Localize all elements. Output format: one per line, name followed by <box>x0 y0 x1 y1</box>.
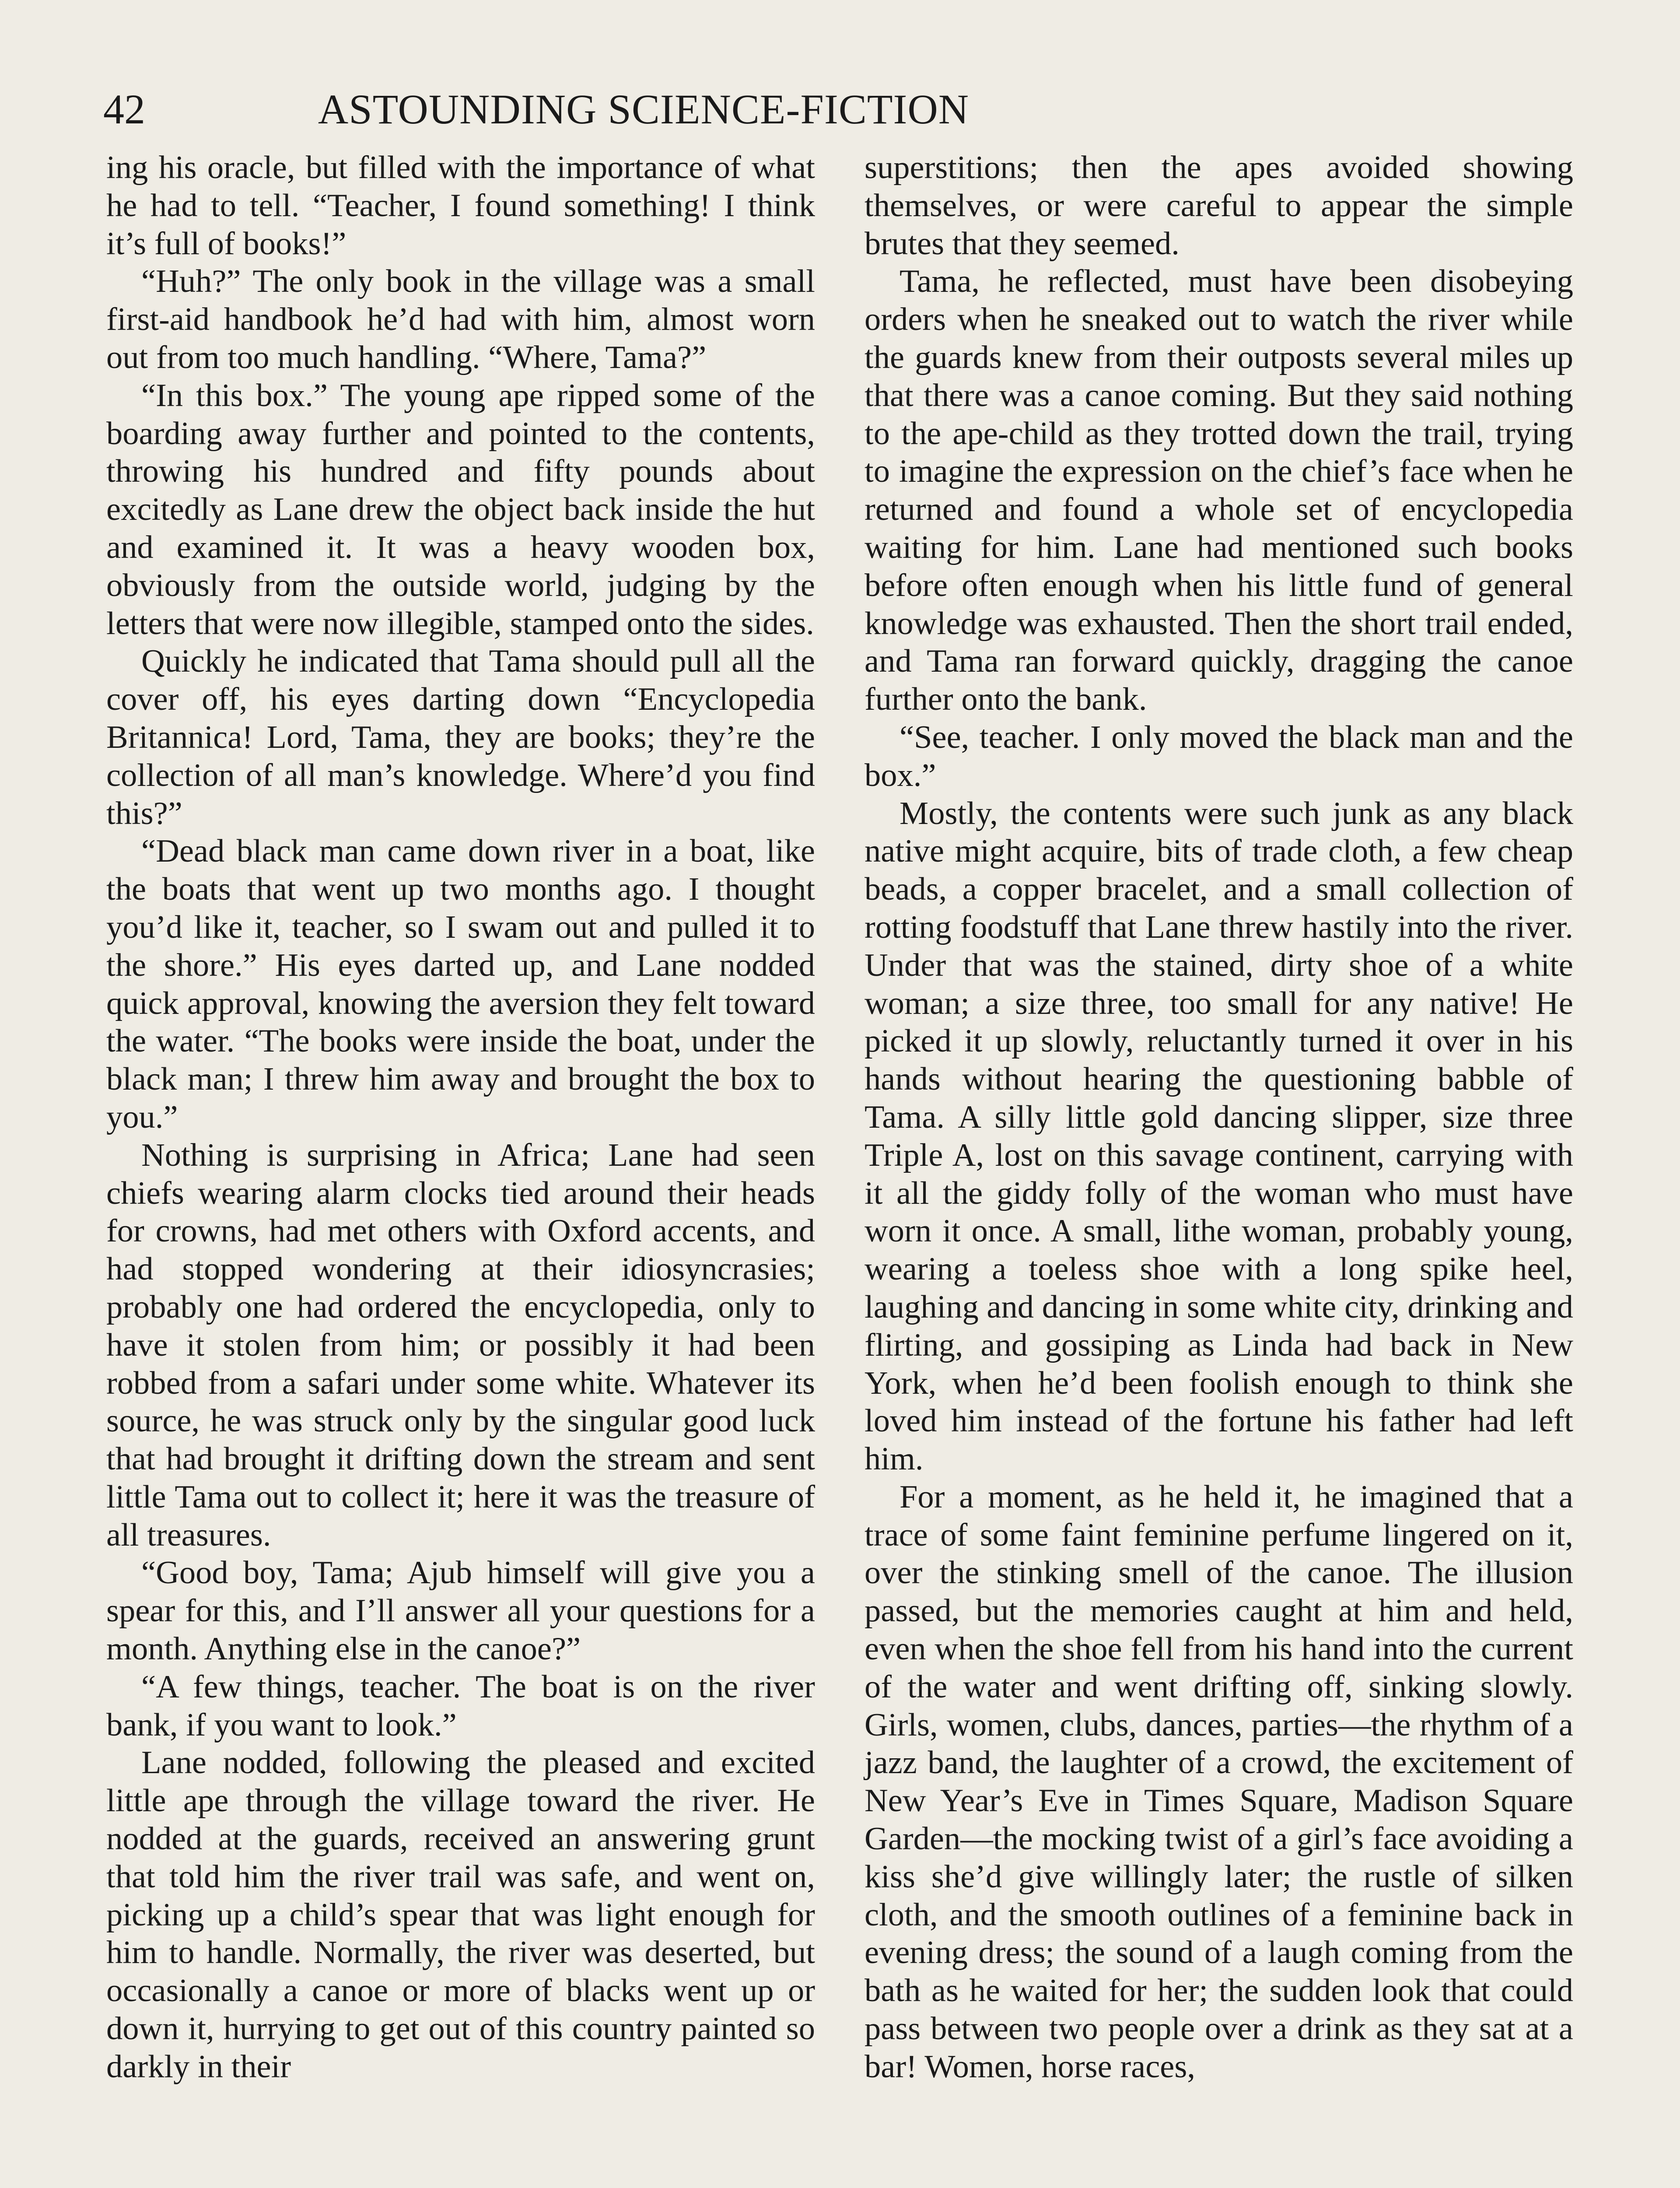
paragraph: “Good boy, Tama; Ajub himself will give you a spear for this, and I’ll answer all your questions for a month. Anything else in the canoe?” <box>106 1555 815 1667</box>
paragraph: Tama, he reflected, must have been disobeying orders when he sneaked out to watch the river while the guards knew from their outposts several miles up that there was a canoe coming. But they said nothing to the ape-child as they trotted down the trail, trying to imagine the expression on the chief’s face when he returned and found a whole set of encyclopedia waiting for him. Lane had mentioned such books before often enough when his little fund of general knowledge was exhausted. Then the short trail ended, and Tama ran forward quickly, dragging the canoe further onto the bank. <box>864 263 1573 718</box>
paragraph: Quickly he indicated that Tama should pull all the cover off, his eyes darting down “Encyclopedia Britannica! Lord, Tama, they are books; they’re the collection of all man’s knowledge. Where’d you find this?” <box>106 643 815 831</box>
paragraph: superstitions; then the apes avoided showing themselves, or were careful to appear the simple brutes that they seemed. <box>864 150 1573 262</box>
paragraph: “In this box.” The young ape ripped some of the boarding away further and pointed to the contents, throwing his hundred and fifty pounds about excitedly as Lane drew the object back inside the hut and examined it. It was a heavy wooden box, obviously from the outside world, judging by the letters that were now illegible, stamped onto the sides. <box>106 377 815 642</box>
paragraph: “See, teacher. I only moved the black man and the box.” <box>864 719 1573 793</box>
paragraph: “A few things, teacher. The boat is on the river bank, if you want to look.” <box>106 1669 815 1743</box>
paragraph: Mostly, the contents were such junk as any black native might acquire, bits of trade cloth, a few cheap beads, a copper bracelet, and a small collection of rotting foodstuff that Lane threw hastily into the river. Under that was the stained, dirty shoe of a white woman; a size three, too small for any native! He picked it up slowly, reluctantly turned it over in his hands without hearing the questioning babble of Tama. A silly little gold dancing slipper, size three Triple A, lost on this savage continent, carrying with it all the giddy folly of the woman who must have worn it once. A small, lithe woman, probably young, wearing a toeless shoe with a long spike heel, laughing and dancing in some white city, drinking and flirting, and gossiping as Linda had back in New York, when he’d been foolish enough to think she loved him instead of the fortune his father had left him. <box>864 795 1573 1477</box>
paragraph: Lane nodded, following the pleased and excited little ape through the village toward the river. He nodded at the guards, received an answering grunt that told him the river trail was safe, and went on, picking up a child’s spear that was light enough for him to handle. Normally, the river was deserted, but occasionally a canoe or more of blacks went up or down it, hurrying to get out of this country painted so darkly in their <box>106 1745 815 2085</box>
paragraph: For a moment, as he held it, he imagined that a trace of some faint feminine perfume lingered on it, over the stinking smell of the canoe. The illusion passed, but the memories caught at him and held, even when the shoe fell from his hand into the current of the water and went drifting off, sinking slowly. Girls, women, clubs, dances, parties—the rhythm of a jazz band, the laughter of a crowd, the excitement of New Year’s Eve in Times Square, Madison Square Garden—the mocking twist of a girl’s face avoiding a kiss she’d give willingly later; the rustle of silken cloth, and the smooth outlines of a feminine back in evening dress; the sound of a laugh coming from the bath as he waited for her; the sudden look that could pass between two people over a drink as they sat at a bar! Women, horse races, <box>864 1479 1573 2085</box>
page-number: 42 <box>103 86 145 133</box>
page-header <box>103 81 1184 138</box>
text-column-right <box>864 149 1573 2086</box>
paragraph: Nothing is surprising in Africa; Lane had seen chiefs wearing alarm clocks tied around their heads for crowns, had met others with Oxford accents, and had stopped wondering at their idiosyncrasies; probably one had ordered the encyclopedia, only to have it stolen from him; or possibly it had been robbed from a safari under some white. Whatever its source, he was struck only by the singular good luck that had brought it drifting down the stream and sent little Tama out to collect it; here it was the treasure of all treasures. <box>106 1137 815 1553</box>
running-title: ASTOUNDING SCIENCE-FICTION <box>318 86 970 133</box>
paragraph: “Dead black man came down river in a boat, like the boats that went up two months ago. I thought you’d like it, teacher, so I swam out and pulled it to the shore.” His eyes darted up, and Lane nodded quick approval, knowing the aversion they felt toward the water. “The books were inside the boat, under the black man; I threw him away and brought the box to you.” <box>106 833 815 1135</box>
text-column-left <box>106 149 815 2086</box>
paragraph: “Huh?” The only book in the village was a small first-aid handbook he’d had with him, almost worn out from too much handling. “Where, Tama?” <box>106 263 815 375</box>
paragraph: ing his oracle, but filled with the importance of what he had to tell. “Teacher, I found something! I think it’s full of books!” <box>106 150 815 262</box>
